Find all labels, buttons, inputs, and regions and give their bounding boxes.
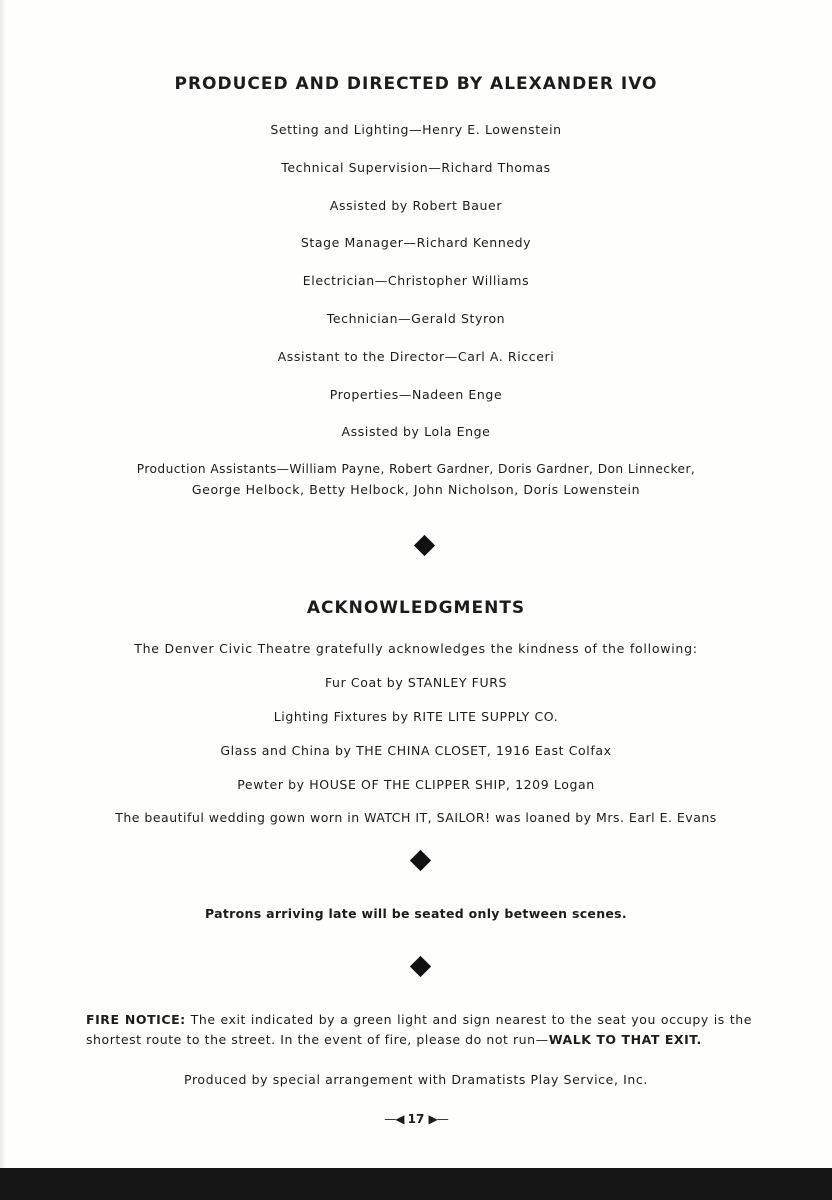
fire-notice	[86, 1010, 752, 1050]
left-ornament: —◀	[384, 1112, 404, 1126]
production-assistants-line-1: Production Assistants—William Payne, Robert Gardner, Doris Gardner, Don Linnecker,	[136, 462, 696, 476]
scan-bottom-edge	[0, 1168, 832, 1200]
credit-assisted-bauer: Assisted by Robert Bauer	[329, 198, 503, 213]
credit-assistant-director: Assistant to the Director—Carl A. Ricceri	[277, 349, 555, 364]
acknowledgments-heading: ACKNOWLEDGMENTS	[306, 598, 526, 618]
ack-pewter: Pewter by HOUSE OF THE CLIPPER SHIP, 1209 Logan	[237, 777, 595, 792]
credit-electrician: Electrician—Christopher Williams	[302, 273, 530, 288]
ack-glass-china: Glass and China by THE CHINA CLOSET, 1916 East Colfax	[220, 743, 612, 758]
diamond-divider-3	[410, 956, 431, 977]
page-shadow	[0, 0, 6, 1168]
credit-stage-manager: Stage Manager—Richard Kennedy	[300, 235, 532, 250]
ack-fur-coat: Fur Coat by STANLEY FURS	[324, 675, 508, 690]
production-assistants-line-2: George Helbock, Betty Helbock, John Nicholson, Doris Lowenstein	[191, 482, 641, 497]
diamond-divider-2	[410, 850, 431, 871]
page-number	[0, 1112, 832, 1126]
credit-setting-lighting: Setting and Lighting—Henry E. Lowenstein	[270, 122, 562, 137]
diamond-divider-1	[414, 535, 435, 556]
production-heading: PRODUCED AND DIRECTED BY ALEXANDER IVO	[174, 74, 658, 94]
credit-assisted-enge: Assisted by Lola Enge	[341, 424, 491, 439]
dramatists-arrangement: Produced by special arrangement with Dramatists Play Service, Inc.	[184, 1072, 648, 1087]
fire-notice-label: FIRE NOTICE:	[86, 1012, 186, 1027]
fire-notice-emphasis: WALK TO THAT EXIT.	[548, 1032, 702, 1047]
right-ornament: ▶—	[428, 1112, 448, 1126]
credit-properties: Properties—Nadeen Enge	[329, 387, 503, 402]
credit-technical-supervision: Technical Supervision—Richard Thomas	[281, 160, 551, 175]
acknowledgments-intro: The Denver Civic Theatre gratefully acknowledges the kindness of the following:	[134, 641, 698, 656]
fire-notice-text: The exit indicated by a green light and sign nearest to the seat you occupy is the shortest route to the street. In the event of fire, please do not run—	[86, 1012, 752, 1047]
credit-technician: Technician—Gerald Styron	[326, 311, 506, 326]
ack-wedding-gown: The beautiful wedding gown worn in WATCH IT, SAILOR! was loaned by Mrs. Earl E. Evans	[115, 810, 717, 825]
ack-lighting-fixtures: Lighting Fixtures by RITE LITE SUPPLY CO.	[273, 709, 559, 724]
late-patrons-notice: Patrons arriving late will be seated only between scenes.	[205, 906, 627, 921]
page-number-value: 17	[407, 1112, 425, 1126]
